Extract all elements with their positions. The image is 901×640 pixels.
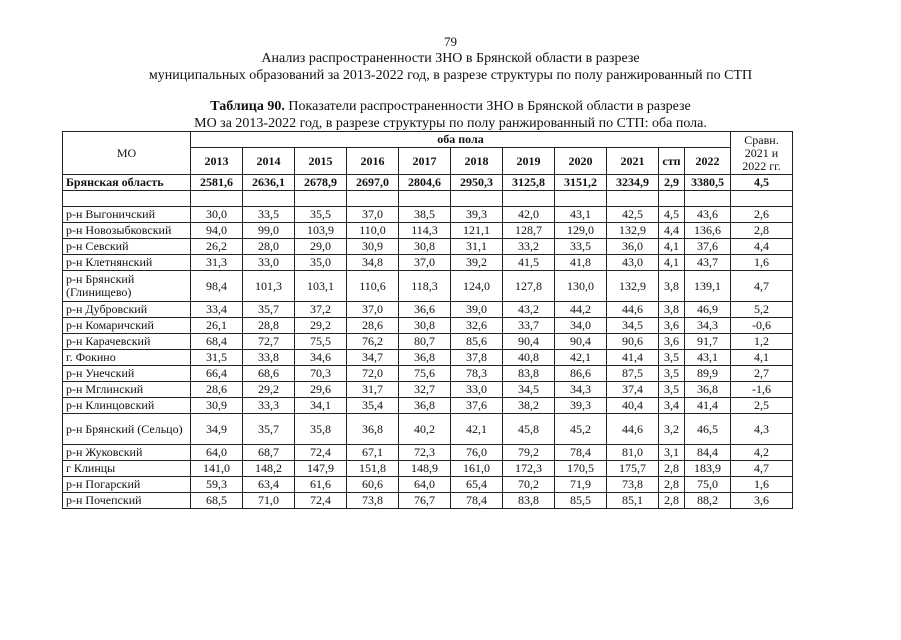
cell-value: 89,9 xyxy=(685,366,731,382)
column-header-2022: 2022 xyxy=(685,148,731,175)
cell-value: 41,4 xyxy=(607,350,659,366)
cell-value: 3,6 xyxy=(731,493,793,509)
cell-value: 63,4 xyxy=(243,477,295,493)
empty-cell xyxy=(659,191,685,207)
cell-value: 34,5 xyxy=(607,318,659,334)
cell-value: 46,9 xyxy=(685,302,731,318)
cell-value: 34,3 xyxy=(555,382,607,398)
cell-value: -0,6 xyxy=(731,318,793,334)
cell-value: 103,1 xyxy=(295,271,347,302)
cell-value: 28,6 xyxy=(347,318,399,334)
cell-value: 2,8 xyxy=(659,477,685,493)
row-name: р-н Мглинский xyxy=(63,382,191,398)
cell-value: 37,8 xyxy=(451,350,503,366)
table-caption xyxy=(0,98,901,132)
cell-value: 30,9 xyxy=(191,398,243,414)
row-name: р-н Карачевский xyxy=(63,334,191,350)
cell-value: 36,8 xyxy=(399,350,451,366)
cell-value: 151,8 xyxy=(347,461,399,477)
cell-value: 72,4 xyxy=(295,445,347,461)
cell-value: 84,4 xyxy=(685,445,731,461)
cell-value: 41,4 xyxy=(685,398,731,414)
cell-value: 4,1 xyxy=(659,255,685,271)
cell-value: 94,0 xyxy=(191,223,243,239)
cell-value: 2678,9 xyxy=(295,175,347,191)
cell-value: 83,8 xyxy=(503,493,555,509)
table-body xyxy=(63,175,793,509)
column-header-compare: Сравн. 2021 и 2022 гг. xyxy=(731,132,793,175)
empty-cell xyxy=(63,191,191,207)
table-row xyxy=(63,302,793,318)
cell-value: 2,7 xyxy=(731,366,793,382)
cell-value: 118,3 xyxy=(399,271,451,302)
cell-value: 31,5 xyxy=(191,350,243,366)
cell-value: 33,0 xyxy=(243,255,295,271)
cell-value: 40,2 xyxy=(399,414,451,445)
cell-value: 71,0 xyxy=(243,493,295,509)
cell-value: 75,6 xyxy=(399,366,451,382)
column-header-2014: 2014 xyxy=(243,148,295,175)
cell-value: 29,2 xyxy=(243,382,295,398)
empty-cell xyxy=(295,191,347,207)
cell-value: 67,1 xyxy=(347,445,399,461)
empty-cell xyxy=(399,191,451,207)
cell-value: 37,6 xyxy=(685,239,731,255)
cell-value: 42,0 xyxy=(503,207,555,223)
cell-value: 26,2 xyxy=(191,239,243,255)
row-name: р-н Новозыбковский xyxy=(63,223,191,239)
cell-value: 39,2 xyxy=(451,255,503,271)
table-row xyxy=(63,398,793,414)
cell-value: 83,8 xyxy=(503,366,555,382)
row-name: Брянская область xyxy=(63,175,191,191)
table-row xyxy=(63,493,793,509)
table-row xyxy=(63,207,793,223)
column-header-2016: 2016 xyxy=(347,148,399,175)
cell-value: 129,0 xyxy=(555,223,607,239)
cell-value: 43,6 xyxy=(685,207,731,223)
cell-value: 90,4 xyxy=(555,334,607,350)
cell-value: 139,1 xyxy=(685,271,731,302)
row-name: г Клинцы xyxy=(63,461,191,477)
row-name: р-н Унечский xyxy=(63,366,191,382)
empty-cell xyxy=(731,191,793,207)
cell-value: 73,8 xyxy=(347,493,399,509)
cell-value: 3,6 xyxy=(659,334,685,350)
row-name: р-н Погарский xyxy=(63,477,191,493)
cell-value: 3151,2 xyxy=(555,175,607,191)
cell-value: 37,6 xyxy=(451,398,503,414)
cell-value: 175,7 xyxy=(607,461,659,477)
cell-value: 40,4 xyxy=(607,398,659,414)
cell-value: 172,3 xyxy=(503,461,555,477)
cell-value: 43,1 xyxy=(555,207,607,223)
cell-value: 72,3 xyxy=(399,445,451,461)
cell-value: 31,3 xyxy=(191,255,243,271)
cell-value: 28,6 xyxy=(191,382,243,398)
cell-value: 30,8 xyxy=(399,239,451,255)
cell-value: 40,8 xyxy=(503,350,555,366)
table-row xyxy=(63,350,793,366)
caption-label: Таблица 90. xyxy=(210,99,285,114)
cell-value: 34,9 xyxy=(191,414,243,445)
cell-value: 148,2 xyxy=(243,461,295,477)
caption-line-1-text: Показатели распространенности ЗНО в Брянской области в разрезе xyxy=(284,99,691,114)
table-row xyxy=(63,255,793,271)
cell-value: 45,8 xyxy=(503,414,555,445)
cell-value: 39,0 xyxy=(451,302,503,318)
table-row xyxy=(63,414,793,445)
cell-value: 78,4 xyxy=(555,445,607,461)
cell-value: 31,7 xyxy=(347,382,399,398)
cell-value: 61,6 xyxy=(295,477,347,493)
cell-value: 31,1 xyxy=(451,239,503,255)
cell-value: 183,9 xyxy=(685,461,731,477)
cell-value: 34,7 xyxy=(347,350,399,366)
cell-value: 29,2 xyxy=(295,318,347,334)
cell-value: 70,2 xyxy=(503,477,555,493)
cell-value: 72,7 xyxy=(243,334,295,350)
column-header-2021: 2021 xyxy=(607,148,659,175)
cell-value: 71,9 xyxy=(555,477,607,493)
cell-value: 36,8 xyxy=(685,382,731,398)
cell-value: 30,9 xyxy=(347,239,399,255)
cell-value: 121,1 xyxy=(451,223,503,239)
cell-value: 3,8 xyxy=(659,271,685,302)
cell-value: 1,6 xyxy=(731,255,793,271)
row-name: р-н Жуковский xyxy=(63,445,191,461)
cell-value: 68,5 xyxy=(191,493,243,509)
cell-value: 34,8 xyxy=(347,255,399,271)
table-row xyxy=(63,477,793,493)
total-row xyxy=(63,175,793,191)
column-header-2017: 2017 xyxy=(399,148,451,175)
column-group-both-sexes: оба пола xyxy=(191,132,731,148)
heading-line-2: муниципальных образований за 2013-2022 год, в разрезе структуры по полу ранжированный по СТП xyxy=(148,68,753,83)
row-name: г. Фокино xyxy=(63,350,191,366)
cell-value: 35,7 xyxy=(243,302,295,318)
cell-value: 44,6 xyxy=(607,302,659,318)
cell-value: 2,6 xyxy=(731,207,793,223)
heading-line-1: Анализ распространенности ЗНО в Брянской области в разрезе xyxy=(261,51,640,66)
cell-value: 64,0 xyxy=(191,445,243,461)
cell-value: 78,4 xyxy=(451,493,503,509)
cell-value: 79,2 xyxy=(503,445,555,461)
empty-cell xyxy=(191,191,243,207)
table-row xyxy=(63,366,793,382)
cell-value: 170,5 xyxy=(555,461,607,477)
cell-value: 147,9 xyxy=(295,461,347,477)
cell-value: 33,0 xyxy=(451,382,503,398)
cell-value: 34,0 xyxy=(555,318,607,334)
cell-value: 3,8 xyxy=(659,302,685,318)
row-name: р-н Брянский (Сельцо) xyxy=(63,414,191,445)
caption-line-1 xyxy=(0,98,901,115)
row-name: р-н Комаричский xyxy=(63,318,191,334)
cell-value: 2804,6 xyxy=(399,175,451,191)
cell-value: 42,1 xyxy=(451,414,503,445)
cell-value: 87,5 xyxy=(607,366,659,382)
cell-value: 5,2 xyxy=(731,302,793,318)
table-row xyxy=(63,239,793,255)
cell-value: 110,6 xyxy=(347,271,399,302)
cell-value: 2636,1 xyxy=(243,175,295,191)
cell-value: 2,9 xyxy=(659,175,685,191)
prevalence-table xyxy=(62,131,793,509)
table-row xyxy=(63,318,793,334)
cell-value: 2,8 xyxy=(731,223,793,239)
column-header-2019: 2019 xyxy=(503,148,555,175)
cell-value: 33,4 xyxy=(191,302,243,318)
cell-value: 3,2 xyxy=(659,414,685,445)
cell-value: 36,8 xyxy=(399,398,451,414)
cell-value: 68,7 xyxy=(243,445,295,461)
cell-value: 39,3 xyxy=(555,398,607,414)
cell-value: 28,0 xyxy=(243,239,295,255)
cell-value: 4,4 xyxy=(659,223,685,239)
cell-value: 3,4 xyxy=(659,398,685,414)
cell-value: 148,9 xyxy=(399,461,451,477)
cell-value: 36,0 xyxy=(607,239,659,255)
cell-value: 32,6 xyxy=(451,318,503,334)
cell-value: 59,3 xyxy=(191,477,243,493)
cell-value: 3,5 xyxy=(659,382,685,398)
cell-value: 101,3 xyxy=(243,271,295,302)
cell-value: 127,8 xyxy=(503,271,555,302)
cell-value: 44,2 xyxy=(555,302,607,318)
cell-value: 3234,9 xyxy=(607,175,659,191)
cell-value: 65,4 xyxy=(451,477,503,493)
cell-value: 36,8 xyxy=(347,414,399,445)
cell-value: 37,0 xyxy=(399,255,451,271)
cell-value: 38,5 xyxy=(399,207,451,223)
cell-value: 39,3 xyxy=(451,207,503,223)
cell-value: 26,1 xyxy=(191,318,243,334)
cell-value: 70,3 xyxy=(295,366,347,382)
cell-value: 33,2 xyxy=(503,239,555,255)
cell-value: 4,1 xyxy=(659,239,685,255)
row-name: р-н Брянский (Глинищево) xyxy=(63,271,191,302)
cell-value: 132,9 xyxy=(607,223,659,239)
cell-value: 136,6 xyxy=(685,223,731,239)
cell-value: 33,5 xyxy=(555,239,607,255)
cell-value: 98,4 xyxy=(191,271,243,302)
cell-value: 4,5 xyxy=(731,175,793,191)
cell-value: 103,9 xyxy=(295,223,347,239)
cell-value: 85,1 xyxy=(607,493,659,509)
cell-value: 72,0 xyxy=(347,366,399,382)
column-header-mo: МО xyxy=(63,132,191,175)
cell-value: 30,8 xyxy=(399,318,451,334)
spacer-row xyxy=(63,191,793,207)
cell-value: 2950,3 xyxy=(451,175,503,191)
cell-value: 161,0 xyxy=(451,461,503,477)
cell-value: 3,5 xyxy=(659,350,685,366)
cell-value: 34,6 xyxy=(295,350,347,366)
cell-value: 2,5 xyxy=(731,398,793,414)
cell-value: 3,6 xyxy=(659,318,685,334)
empty-cell xyxy=(607,191,659,207)
cell-value: 3,5 xyxy=(659,366,685,382)
page-number: 79 xyxy=(444,34,457,49)
cell-value: 42,5 xyxy=(607,207,659,223)
table-row xyxy=(63,334,793,350)
cell-value: 29,0 xyxy=(295,239,347,255)
cell-value: 34,5 xyxy=(503,382,555,398)
cell-value: 76,0 xyxy=(451,445,503,461)
cell-value: 38,2 xyxy=(503,398,555,414)
cell-value: 75,0 xyxy=(685,477,731,493)
cell-value: 85,5 xyxy=(555,493,607,509)
cell-value: 4,2 xyxy=(731,445,793,461)
cell-value: 35,4 xyxy=(347,398,399,414)
column-header-2013: 2013 xyxy=(191,148,243,175)
cell-value: 110,0 xyxy=(347,223,399,239)
cell-value: 35,0 xyxy=(295,255,347,271)
table-row xyxy=(63,382,793,398)
cell-value: 141,0 xyxy=(191,461,243,477)
cell-value: 41,8 xyxy=(555,255,607,271)
cell-value: 64,0 xyxy=(399,477,451,493)
cell-value: 2581,6 xyxy=(191,175,243,191)
cell-value: 91,7 xyxy=(685,334,731,350)
cell-value: 45,2 xyxy=(555,414,607,445)
cell-value: 43,1 xyxy=(685,350,731,366)
cell-value: 33,3 xyxy=(243,398,295,414)
cell-value: 4,7 xyxy=(731,461,793,477)
cell-value: 43,7 xyxy=(685,255,731,271)
cell-value: 114,3 xyxy=(399,223,451,239)
cell-value: 35,7 xyxy=(243,414,295,445)
cell-value: 37,4 xyxy=(607,382,659,398)
table-row xyxy=(63,223,793,239)
cell-value: 34,1 xyxy=(295,398,347,414)
cell-value: 4,1 xyxy=(731,350,793,366)
cell-value: 1,2 xyxy=(731,334,793,350)
cell-value: 76,2 xyxy=(347,334,399,350)
cell-value: 85,6 xyxy=(451,334,503,350)
cell-value: 2697,0 xyxy=(347,175,399,191)
column-header-2015: 2015 xyxy=(295,148,347,175)
cell-value: 41,5 xyxy=(503,255,555,271)
column-header-2018: 2018 xyxy=(451,148,503,175)
row-name: р-н Севский xyxy=(63,239,191,255)
cell-value: 124,0 xyxy=(451,271,503,302)
cell-value: 75,5 xyxy=(295,334,347,350)
cell-value: 80,7 xyxy=(399,334,451,350)
cell-value: 78,3 xyxy=(451,366,503,382)
cell-value: 28,8 xyxy=(243,318,295,334)
cell-value: 73,8 xyxy=(607,477,659,493)
cell-value: 29,6 xyxy=(295,382,347,398)
cell-value: 2,8 xyxy=(659,493,685,509)
column-header-2020: 2020 xyxy=(555,148,607,175)
cell-value: 4,5 xyxy=(659,207,685,223)
cell-value: 33,5 xyxy=(243,207,295,223)
empty-cell xyxy=(503,191,555,207)
empty-cell xyxy=(347,191,399,207)
cell-value: 90,4 xyxy=(503,334,555,350)
cell-value: 99,0 xyxy=(243,223,295,239)
cell-value: 46,5 xyxy=(685,414,731,445)
cell-value: 43,2 xyxy=(503,302,555,318)
cell-value: 33,7 xyxy=(503,318,555,334)
row-name: р-н Дубровский xyxy=(63,302,191,318)
cell-value: 128,7 xyxy=(503,223,555,239)
table-row xyxy=(63,445,793,461)
row-name: р-н Клинцовский xyxy=(63,398,191,414)
cell-value: 37,0 xyxy=(347,207,399,223)
prevalence-table-wrapper xyxy=(62,131,793,509)
cell-value: 32,7 xyxy=(399,382,451,398)
cell-value: 36,6 xyxy=(399,302,451,318)
cell-value: 72,4 xyxy=(295,493,347,509)
cell-value: 37,2 xyxy=(295,302,347,318)
cell-value: 81,0 xyxy=(607,445,659,461)
header-row-top xyxy=(63,132,793,148)
cell-value: 60,6 xyxy=(347,477,399,493)
cell-value: 34,3 xyxy=(685,318,731,334)
cell-value: 76,7 xyxy=(399,493,451,509)
column-header-стп: стп xyxy=(659,148,685,175)
cell-value: 2,8 xyxy=(659,461,685,477)
cell-value: 4,4 xyxy=(731,239,793,255)
cell-value: 68,4 xyxy=(191,334,243,350)
cell-value: 86,6 xyxy=(555,366,607,382)
cell-value: 132,9 xyxy=(607,271,659,302)
cell-value: 90,6 xyxy=(607,334,659,350)
cell-value: 88,2 xyxy=(685,493,731,509)
row-name: р-н Клетнянский xyxy=(63,255,191,271)
empty-cell xyxy=(451,191,503,207)
cell-value: 42,1 xyxy=(555,350,607,366)
cell-value: -1,6 xyxy=(731,382,793,398)
document-heading xyxy=(0,50,901,84)
row-name: р-н Выгоничский xyxy=(63,207,191,223)
cell-value: 66,4 xyxy=(191,366,243,382)
cell-value: 35,8 xyxy=(295,414,347,445)
cell-value: 3380,5 xyxy=(685,175,731,191)
cell-value: 4,7 xyxy=(731,271,793,302)
row-name: р-н Почепский xyxy=(63,493,191,509)
cell-value: 1,6 xyxy=(731,477,793,493)
table-row xyxy=(63,461,793,477)
cell-value: 33,8 xyxy=(243,350,295,366)
cell-value: 35,5 xyxy=(295,207,347,223)
cell-value: 37,0 xyxy=(347,302,399,318)
caption-line-2: МО за 2013-2022 год, в разрезе структуры по полу ранжированный по СТП: оба пола. xyxy=(194,116,707,131)
empty-cell xyxy=(243,191,295,207)
cell-value: 4,3 xyxy=(731,414,793,445)
cell-value: 43,0 xyxy=(607,255,659,271)
cell-value: 68,6 xyxy=(243,366,295,382)
cell-value: 130,0 xyxy=(555,271,607,302)
cell-value: 30,0 xyxy=(191,207,243,223)
cell-value: 3,1 xyxy=(659,445,685,461)
empty-cell xyxy=(685,191,731,207)
empty-cell xyxy=(555,191,607,207)
table-row xyxy=(63,271,793,302)
cell-value: 44,6 xyxy=(607,414,659,445)
cell-value: 3125,8 xyxy=(503,175,555,191)
